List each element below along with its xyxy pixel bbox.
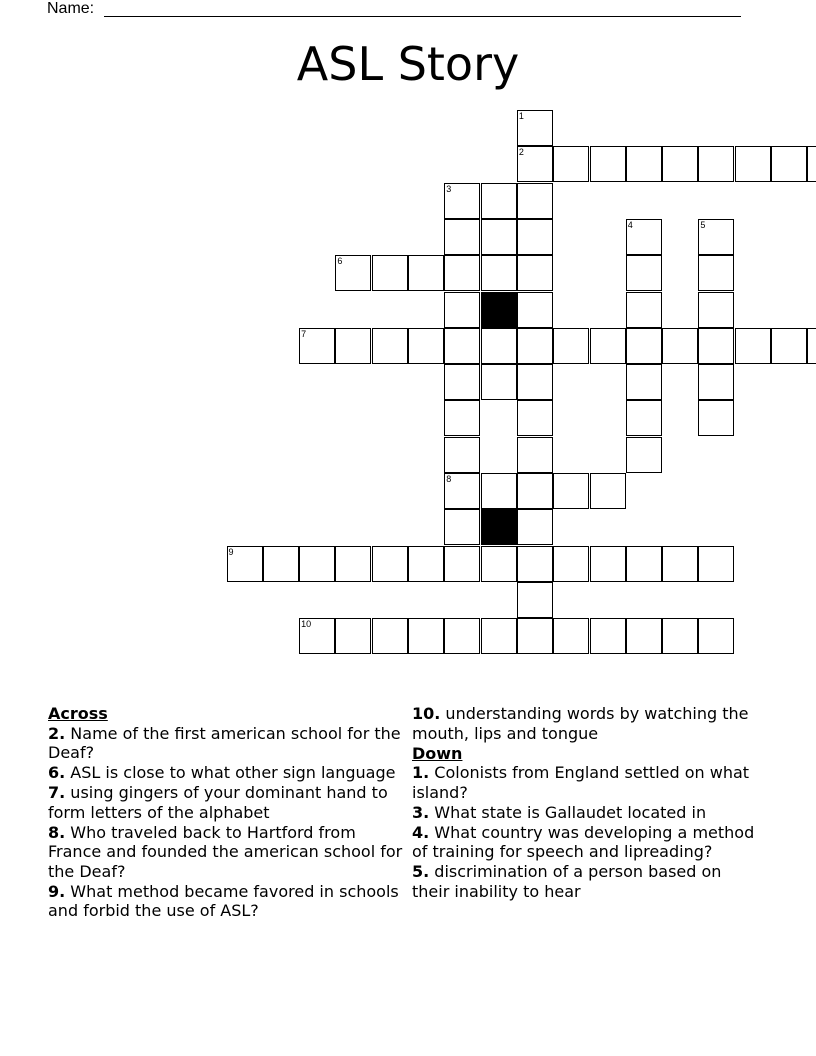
grid-cell[interactable] [444, 509, 480, 545]
grid-cell[interactable] [771, 146, 807, 182]
name-label: Name: [47, 0, 95, 17]
grid-cell[interactable] [626, 255, 662, 291]
grid-cell[interactable] [481, 183, 517, 219]
grid-cell[interactable] [335, 618, 371, 654]
clue-number: 7. [48, 783, 66, 802]
grid-cell[interactable] [408, 328, 444, 364]
grid-cell[interactable] [590, 473, 626, 509]
black-cell [481, 292, 517, 328]
cell-number: 3 [446, 183, 452, 194]
grid-cell[interactable] [299, 328, 335, 364]
grid-cell[interactable] [444, 618, 480, 654]
grid-cell[interactable] [517, 509, 553, 545]
grid-cell[interactable] [335, 546, 371, 582]
grid-cell[interactable] [444, 364, 480, 400]
grid-cell[interactable] [517, 546, 553, 582]
page-title: ASL Story [296, 37, 520, 91]
grid-cell[interactable] [626, 400, 662, 436]
clue-item [48, 882, 403, 921]
grid-cell[interactable] [444, 292, 480, 328]
grid-cell[interactable] [227, 546, 263, 582]
clue-text: discrimination of a person based on their inability to hear [412, 862, 722, 901]
clues-column-right [412, 704, 757, 902]
cell-number: 5 [700, 219, 706, 230]
grid-cell[interactable] [553, 328, 589, 364]
grid-cell[interactable] [590, 546, 626, 582]
clue-text: using gingers of your dominant hand to form letters of the alphabet [48, 783, 388, 822]
grid-cell[interactable] [517, 364, 553, 400]
grid-cell[interactable] [263, 546, 299, 582]
cell-number: 7 [301, 328, 307, 339]
across-clue-list-continued [412, 704, 757, 743]
grid-cell[interactable] [517, 292, 553, 328]
clue-item [412, 862, 757, 901]
grid-cell[interactable] [698, 292, 734, 328]
grid-cell[interactable] [626, 146, 662, 182]
clue-item [412, 803, 757, 823]
grid-cell[interactable] [553, 546, 589, 582]
grid-cell[interactable] [481, 546, 517, 582]
cell-number: 2 [518, 147, 524, 158]
cell-number: 4 [627, 219, 633, 230]
clue-number: 10. [412, 704, 441, 723]
grid-cell[interactable] [517, 400, 553, 436]
grid-cell[interactable] [626, 219, 662, 255]
black-cell [481, 509, 517, 545]
grid-cell[interactable] [662, 328, 698, 364]
across-clue-list [48, 724, 403, 921]
clue-item [412, 823, 757, 862]
cell-number: 9 [228, 546, 234, 557]
grid-cell[interactable] [771, 328, 807, 364]
grid-cell[interactable] [626, 364, 662, 400]
grid-cell[interactable] [335, 328, 371, 364]
grid-cell[interactable] [662, 618, 698, 654]
grid-cell[interactable] [372, 255, 408, 291]
cell-number: 1 [518, 111, 524, 121]
clue-item [48, 763, 403, 783]
grid-cell[interactable] [626, 546, 662, 582]
clue-number: 6. [48, 763, 66, 782]
clue-number: 4. [412, 822, 430, 842]
cell-number: 10 [301, 619, 312, 630]
grid-cell[interactable] [553, 146, 589, 182]
clue-number: 1. [412, 763, 430, 782]
grid-cell[interactable] [517, 146, 553, 182]
grid-cell[interactable] [662, 546, 698, 582]
grid-cell[interactable] [553, 618, 589, 654]
grid-cell[interactable] [517, 437, 553, 473]
grid-cell[interactable] [517, 255, 553, 291]
clue-number: 2. [48, 723, 66, 743]
clue-item [48, 724, 403, 763]
clue-number: 9. [48, 881, 66, 901]
grid-cell[interactable] [408, 255, 444, 291]
grid-cell[interactable] [372, 618, 408, 654]
grid-cell[interactable] [372, 328, 408, 364]
grid-cell[interactable] [444, 546, 480, 582]
clue-text: What country was developing a method of training for speech and lipreading? [412, 822, 755, 861]
grid-cell[interactable] [698, 400, 734, 436]
clues-column-left [48, 704, 403, 921]
grid-cell[interactable] [698, 255, 734, 291]
grid-cell[interactable] [444, 255, 480, 291]
grid-cell[interactable] [444, 328, 480, 364]
grid-cell[interactable] [517, 473, 553, 509]
grid-cell[interactable] [335, 255, 371, 291]
down-clue-list [412, 763, 757, 901]
clue-text: Name of the first american school for the Deaf? [48, 723, 401, 762]
grid-cell[interactable] [517, 582, 553, 618]
grid-cell[interactable] [444, 219, 480, 255]
grid-cell[interactable] [444, 183, 480, 219]
grid-cell[interactable] [662, 146, 698, 182]
across-heading: Across [48, 704, 108, 723]
grid-cell[interactable] [553, 473, 589, 509]
grid-cell[interactable] [590, 328, 626, 364]
grid-cell[interactable] [626, 437, 662, 473]
clue-number: 8. [48, 822, 66, 842]
grid-cell[interactable] [735, 146, 771, 182]
grid-cell[interactable] [698, 618, 734, 654]
clue-item [48, 823, 403, 882]
grid-cell[interactable] [590, 618, 626, 654]
clue-text: ASL is close to what other sign language [65, 763, 396, 782]
clue-item [48, 783, 403, 822]
grid-cell[interactable] [481, 219, 517, 255]
grid-cell[interactable] [481, 255, 517, 291]
grid-cell[interactable] [698, 328, 734, 364]
grid-cell[interactable] [807, 146, 816, 182]
grid-cell[interactable] [481, 364, 517, 400]
grid-cell[interactable] [444, 400, 480, 436]
clue-number: 5. [412, 862, 430, 881]
grid-cell[interactable] [481, 328, 517, 364]
clue-text: What state is Gallaudet located in [429, 802, 707, 822]
grid-cell[interactable] [626, 292, 662, 328]
grid-cell[interactable] [444, 473, 480, 509]
cell-number: 8 [446, 474, 452, 484]
grid-cell[interactable] [626, 328, 662, 364]
clue-number: 3. [412, 802, 430, 822]
grid-cell[interactable] [299, 546, 335, 582]
grid-cell[interactable] [698, 219, 734, 255]
grid-cell[interactable] [517, 219, 553, 255]
grid-cell[interactable] [299, 618, 335, 654]
grid-cell[interactable] [626, 618, 662, 654]
grid-cell[interactable] [517, 618, 553, 654]
grid-cell[interactable] [517, 328, 553, 364]
grid-cell[interactable] [444, 437, 480, 473]
grid-cell[interactable] [408, 546, 444, 582]
clue-item [412, 704, 757, 743]
cell-number: 6 [337, 256, 343, 267]
grid-cell[interactable] [408, 618, 444, 654]
grid-cell[interactable] [698, 146, 734, 182]
grid-cell[interactable] [517, 183, 553, 219]
grid-cell[interactable] [481, 473, 517, 509]
down-heading: Down [412, 743, 463, 763]
clue-text: understanding words by watching the mouth, lips and tongue [412, 704, 749, 743]
grid-cell[interactable] [517, 110, 553, 146]
clue-text: What method became favored in schools and forbid the use of ASL? [48, 881, 399, 920]
grid-cell[interactable] [590, 146, 626, 182]
grid-cell[interactable] [807, 328, 816, 364]
grid-cell[interactable] [735, 328, 771, 364]
grid-cell[interactable] [698, 364, 734, 400]
grid-cell[interactable] [698, 546, 734, 582]
grid-cell[interactable] [481, 618, 517, 654]
grid-cell[interactable] [372, 546, 408, 582]
clue-text: Who traveled back to Hartford from France and founded the american school for the Deaf? [48, 822, 403, 881]
clue-text: Colonists from England settled on what island? [412, 763, 750, 802]
clue-item [412, 763, 757, 802]
